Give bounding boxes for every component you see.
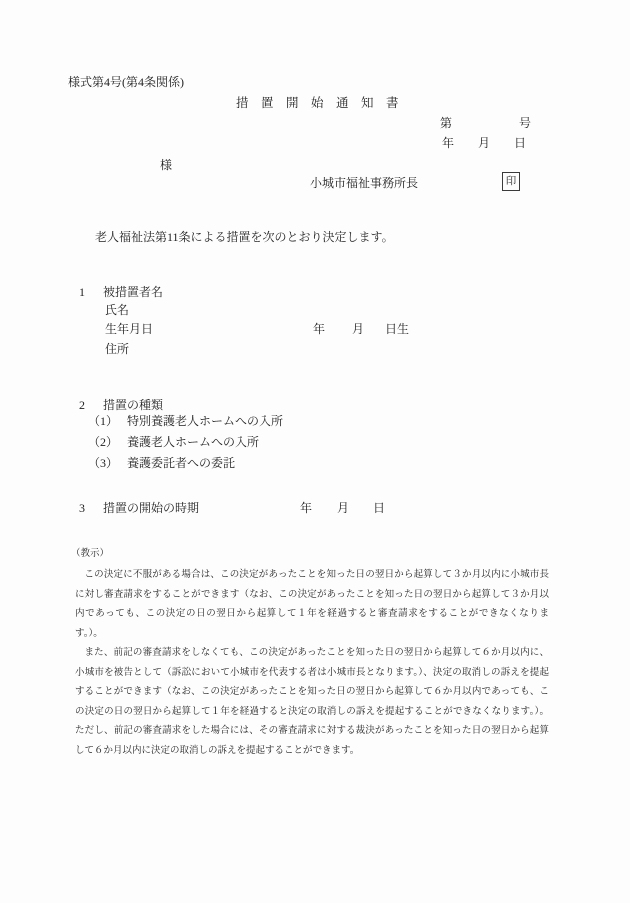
intro-sentence: 老人福祉法第11条による措置を次のとおり決定します。 — [95, 230, 394, 244]
doc-number-suffix: 号 — [519, 116, 532, 130]
section-1-heading: 被措置者名 — [103, 285, 164, 299]
start-day-label: 日 — [373, 501, 386, 515]
measure-option-2-number: （2） — [88, 435, 119, 449]
measure-option-3-number: （3） — [88, 456, 119, 470]
appeal-instructions-paragraph-2: また、前記の審査請求をしなくても、この決定があったことを知った日の翌日から起算して６か月以内に、小城市を被告として（訴訟において小城市を代表する者は小城市長となります。）、決定の取消しの訴えを提起することができます（なお、この決定があったことを知った日の翌日から起算して６か月以内であっても、この決定の日の翌日から起算して１年を経過すると決定の取消しの訴えを提起することができなくなります。）。ただし、前記の審査請求をした場合には、その審査請求に対する裁決があったことを知った日の翌日から起算して６か月以内に決定の取消しの訴えを提起することができます。 — [75, 648, 549, 756]
measure-option-1-label: 特別養護老人ホームへの入所 — [127, 414, 284, 428]
doc-number-prefix: 第 — [440, 116, 453, 130]
seal-mark: 印 — [505, 176, 517, 187]
issue-date-year-label: 年 — [442, 136, 455, 150]
appeal-instructions-heading: （教示） — [71, 549, 110, 559]
appeal-instructions-paragraph-1: この決定に不服がある場合は、この決定があったことを知った日の翌日から起算して３か月以内に小城市長に対し審査請求をすることができます（なお、この決定があったことを知った日の翌日から起算して３か月以内であっても、この決定の日の翌日から起算して１年を経過すると審査請求をすることができなくなります。）。 — [75, 570, 549, 639]
measure-option-3-label: 養護委託者への委託 — [127, 456, 236, 470]
section-3-number: 3 — [79, 501, 85, 515]
section-2-heading: 措置の種類 — [103, 398, 164, 412]
sender-title: 小城市福祉事務所長 — [310, 176, 419, 190]
measure-option-2-label: 養護老人ホームへの入所 — [127, 435, 260, 449]
section-1-number: 1 — [79, 285, 85, 299]
birth-day-label: 日生 — [385, 322, 410, 336]
issue-date-day-label: 日 — [514, 136, 527, 150]
birth-month-label: 月 — [352, 322, 365, 336]
seal-box — [502, 172, 520, 191]
address-field-label: 住所 — [105, 342, 130, 356]
section-2-number: 2 — [79, 398, 85, 412]
start-month-label: 月 — [337, 501, 350, 515]
section-3-heading: 措置の開始の時期 — [103, 501, 200, 515]
birthdate-field-label: 生年月日 — [105, 322, 154, 336]
measure-option-1-number: （1） — [88, 414, 119, 428]
document-title: 措 置 開 始 通 知 書 — [236, 96, 399, 110]
addressee-honorific: 様 — [160, 158, 173, 172]
form-number: 様式第4号(第4条関係) — [68, 75, 184, 89]
start-year-label: 年 — [300, 501, 313, 515]
name-field-label: 氏名 — [105, 303, 130, 317]
issue-date-month-label: 月 — [478, 136, 491, 150]
appeal-instructions — [75, 566, 549, 761]
birth-year-label: 年 — [313, 322, 326, 336]
